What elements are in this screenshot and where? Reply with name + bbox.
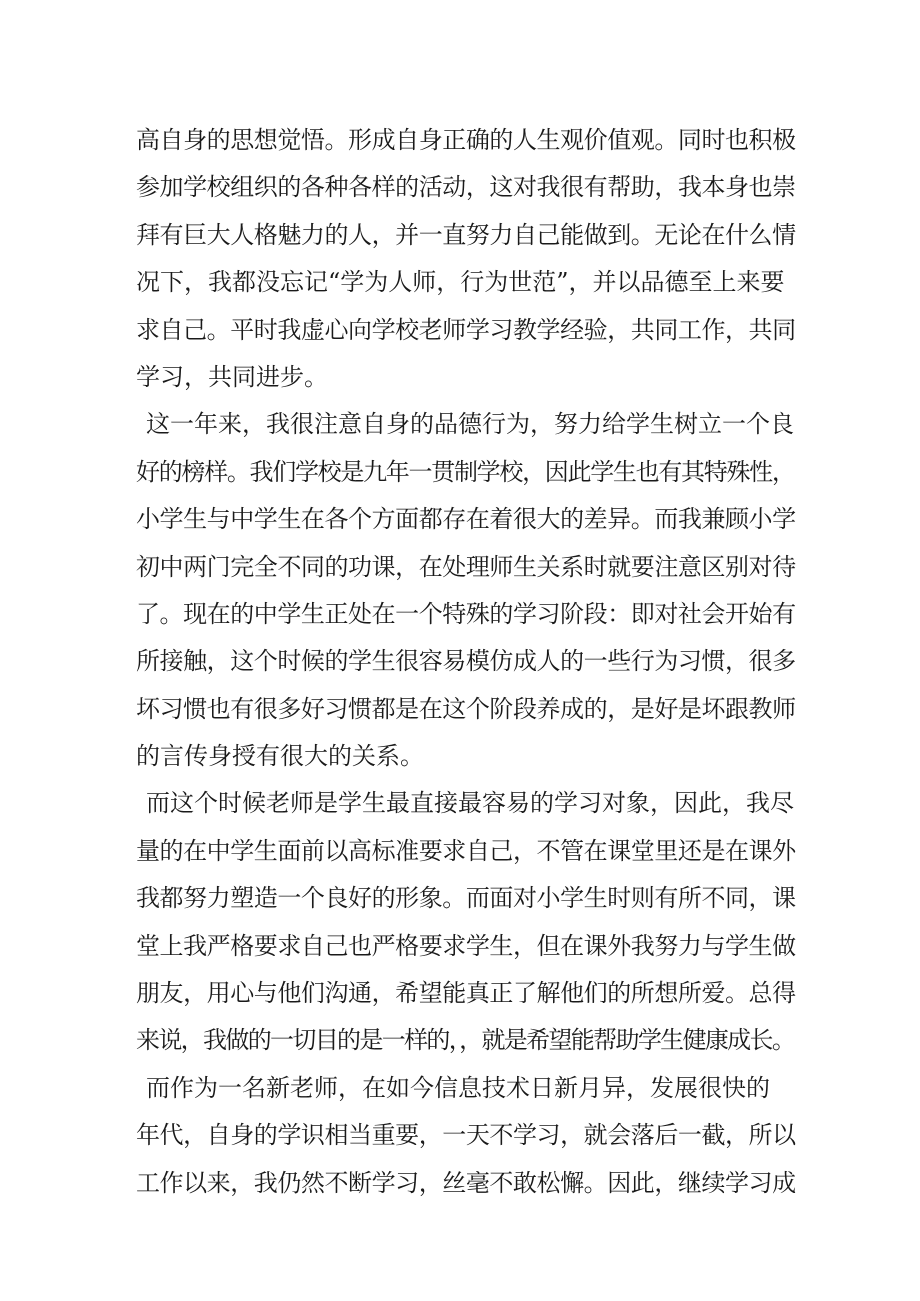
paragraph: [136, 1065, 796, 1207]
text-line: 初中两门完全不同的功课，在处理师生关系时就要注意区别对待: [136, 552, 796, 581]
text-line: 拜有巨大人格魅力的人，并一直努力自己能做到。无论在什么情: [136, 220, 796, 249]
text-line: 堂上我严格要求自己也严格要求学生，但在课外我努力与学生做: [136, 931, 796, 960]
paragraph: [136, 117, 796, 401]
text-line: 好的榜样。我们学校是九年一贯制学校，因此学生也有其特殊性，: [136, 457, 795, 486]
paragraph: [136, 780, 796, 1064]
text-line: 参加学校组织的各种各样的活动，这对我很有帮助，我本身也崇: [136, 173, 796, 202]
text-line: 而作为一名新老师，在如今信息技术日新月异，发展很快的: [146, 1073, 770, 1102]
text-line: 所接触，这个时候的学生很容易模仿成人的一些行为习惯，很多: [136, 647, 796, 676]
text-line: 来说，我做的一切目的是一样的，，就是希望能帮助学生健康成长。: [136, 1026, 795, 1055]
text-line: 高自身的思想觉悟。形成自身正确的人生观价值观。同时也积极: [136, 126, 796, 154]
text-line: 工作以来，我仍然不断学习，丝毫不敢松懈。因此，继续学习成: [136, 1168, 796, 1197]
paragraph: [136, 401, 796, 780]
text-line: 这一年来，我很注意自身的品德行为，努力给学生树立一个良: [146, 410, 794, 439]
text-line: 求自己。平时我虚心向学校老师学习教学经验，共同工作，共同: [136, 315, 796, 344]
text-line: 了。现在的中学生正处在一个特殊的学习阶段：即对社会开始有: [136, 599, 796, 628]
text-line: 年代，自身的学识相当重要，一天不学习，就会落后一截，所以: [136, 1121, 796, 1150]
text-line: 我都努力塑造一个良好的形象。而面对小学生时则有所不同，课: [136, 884, 796, 913]
text-line: 量的在中学生面前以高标准要求自己，不管在课堂里还是在课外: [136, 836, 796, 865]
text-line: 小学生与中学生在各个方面都存在着很大的差异。而我兼顾小学: [136, 505, 796, 534]
text-line: 学习，共同进步。: [136, 362, 328, 391]
text-line: 坏习惯也有很多好习惯都是在这个阶段养成的，是好是坏跟教师: [136, 694, 796, 723]
text-line: 况下，我都没忘记“学为人师，行为世范”，并以品德至上来要: [136, 268, 785, 297]
text-line: 朋友，用心与他们沟通，希望能真正了解他们的所想所爱。总得: [136, 979, 796, 1008]
text-line: 的言传身授有很大的关系。: [136, 742, 424, 771]
document-body: [136, 117, 796, 1207]
text-line: 而这个时候老师是学生最直接最容易的学习对象，因此，我尽: [146, 789, 794, 818]
